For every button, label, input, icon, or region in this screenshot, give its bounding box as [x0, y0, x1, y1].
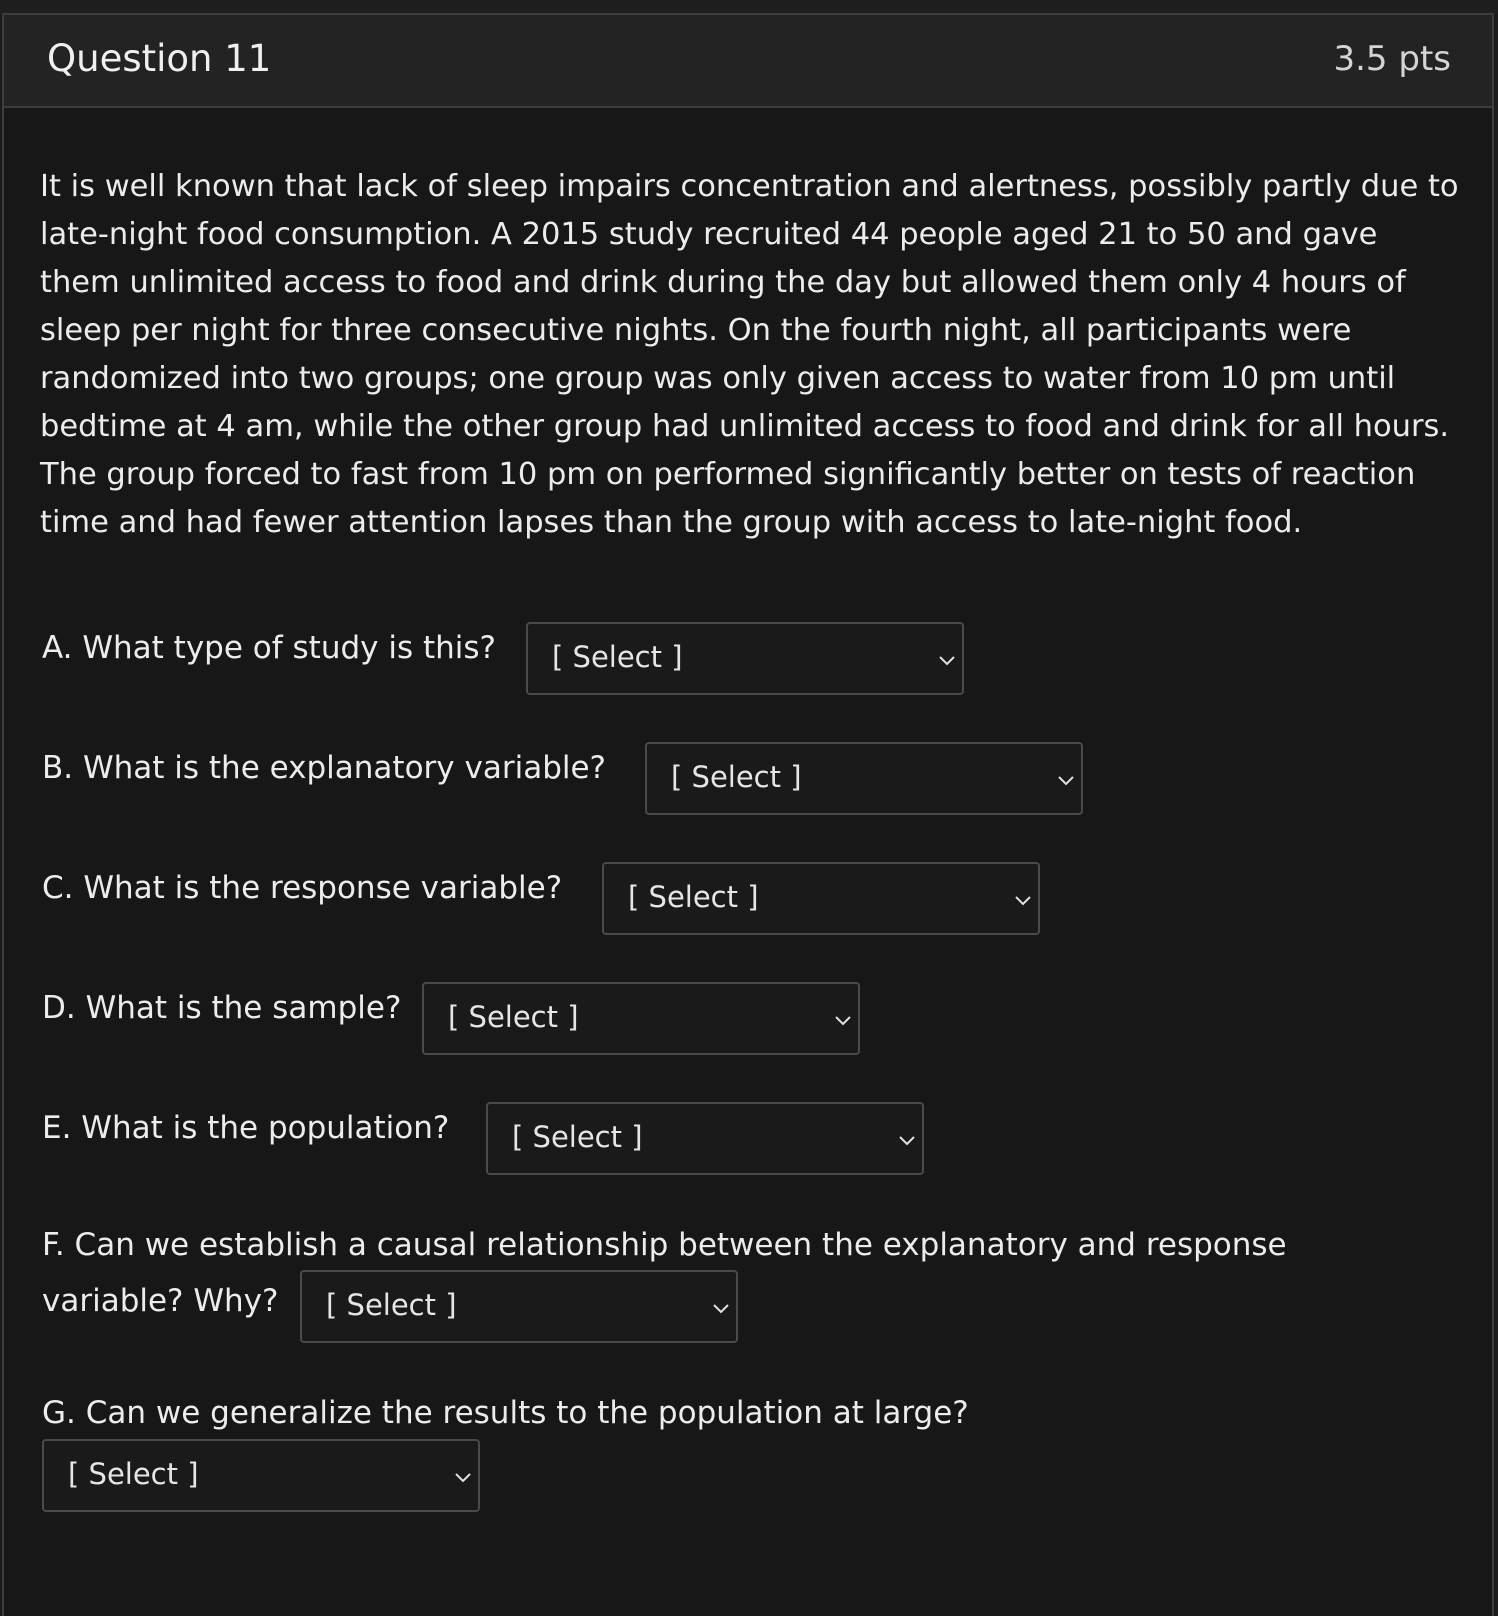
select-value: [ Select ] [448, 1000, 579, 1034]
part-d-select[interactable] [422, 982, 860, 1055]
top-strip [0, 0, 1498, 14]
part-e-select[interactable] [486, 1102, 924, 1175]
part-a-label: A. What type of study is this? [42, 630, 496, 666]
chevron-down-icon [938, 654, 956, 666]
question-title: Question 11 [47, 37, 272, 80]
chevron-down-icon [898, 1134, 916, 1146]
part-g-label: G. Can we generalize the results to the population at large? [42, 1395, 969, 1431]
part-b-select[interactable] [645, 742, 1083, 815]
select-value: [ Select ] [628, 880, 759, 914]
part-c-select[interactable] [602, 862, 1040, 935]
select-value: [ Select ] [68, 1457, 199, 1491]
question-text: It is well known that lack of sleep impairs concentration and alertness, possibly partly due to late-night food consumption. A 2015 study recruited 44 people aged 21 to 50 and gave them unlimited access to food and drink during the day but allowed them only 4 hours of sleep per night for three consecutive nights. On the fourth night, all participants were randomized into two groups; one group was only given access to water from 10 pm until bedtime at 4 am, while the other group had unlimited access to food and drink for all hours. The group forced to fast from 10 pm on performed significantly better on tests of reaction time and had fewer attention lapses than the group with access to late-night food. [40, 169, 1459, 540]
part-d-label: D. What is the sample? [42, 990, 402, 1026]
chevron-down-icon [454, 1471, 472, 1483]
chevron-down-icon [1014, 894, 1032, 906]
select-value: [ Select ] [552, 640, 683, 674]
part-f-label-line1: F. Can we establish a causal relationship between the explanatory and response [42, 1227, 1287, 1263]
part-b-label: B. What is the explanatory variable? [42, 750, 607, 786]
select-value: [ Select ] [512, 1120, 643, 1154]
question-points: 3.5 pts [1333, 39, 1451, 79]
part-e-label: E. What is the population? [42, 1110, 450, 1146]
select-value: [ Select ] [326, 1288, 457, 1322]
chevron-down-icon [834, 1014, 852, 1026]
select-value: [ Select ] [671, 760, 802, 794]
chevron-down-icon [712, 1302, 730, 1314]
part-f-label-line2: variable? Why? [42, 1283, 279, 1319]
part-a-select[interactable] [526, 622, 964, 695]
question-header [4, 15, 1492, 108]
part-c-label: C. What is the response variable? [42, 870, 563, 906]
part-f-select[interactable] [300, 1270, 738, 1343]
part-g-select[interactable] [42, 1439, 480, 1512]
chevron-down-icon [1057, 774, 1075, 786]
